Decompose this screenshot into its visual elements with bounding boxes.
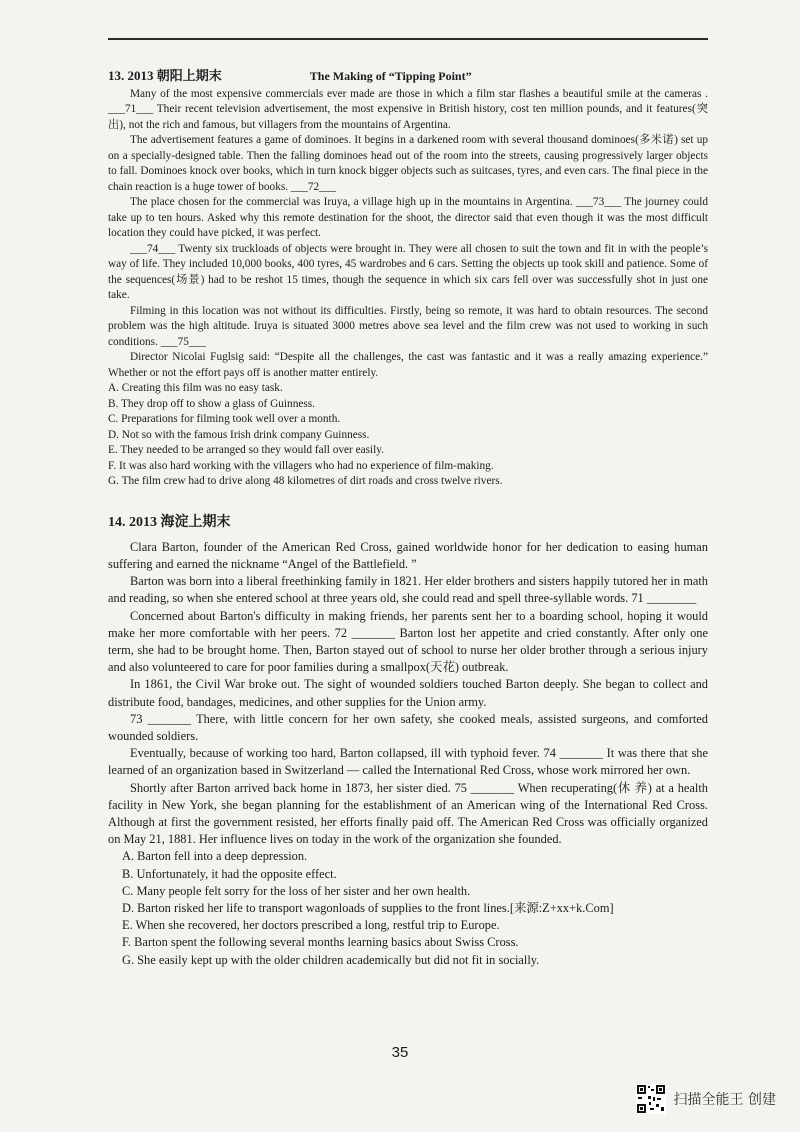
q14-paragraph: Eventually, because of working too hard, Barton collapsed, ill with typhoid fever. 74 _______ It was there that she learned of an organization based in Switzerland — called the International Red Cross, whose work mirrored her own. bbox=[108, 746, 708, 778]
q13-paragraph: Many of the most expensive commercials ever made are those in which a film star flashes a beautiful smile at the cameras . ___71___ Their recent television advertisement, the most expensive in British history, cost ten million pounds, and it features(突出), not the rich and famous, but villagers from the mountains of Argentina. bbox=[108, 87, 708, 131]
q13-paragraph: Filming in this location was not without its difficulties. Firstly, being so remote, it was hard to obtain resources. The second problem was the high altitude. Iruya is situated 3000 metres above sea level and the film crew was not used to working in such conditions. ___75___ bbox=[108, 304, 708, 348]
q14-paragraph: Shortly after Barton arrived back home in 1873, her sister died. 75 _______ When recuperating(休 养) at a health facility in New York, she began planning for the establishment of an American wing of the International Red Cross. Although at first the government resisted, her efforts finally paid off. The American Red Cross was officially organized on May 21, 1881. Her influence lives on today in the work of the organization she founded. bbox=[108, 780, 708, 847]
q13-paragraph: ___74___ Twenty six truckloads of objects were brought in. They were all chosen to suit the town and fit in with the people’s way of life. They included 10,000 books, 400 tyres, 45 wardrobes and 6 cars. Setting the objects up took skill and patience. Some of the sequences(场景) had to be reshot 15 times, though the sequence in which six cars fell over was successfully shot in just one take. bbox=[108, 242, 708, 301]
q14-paragraph: Concerned about Barton's difficulty in making friends, her parents sent her to a boarding school, hoping it would make her more comfortable with her peers. 72 _______ Barton lost her appetite and cried constantly. After only one term, she had to be brought home. Then, Barton stayed out of school to nurse her older brother through a serious injury and also volunteered to care for poor families during a smallpox(天花) outbreak. bbox=[108, 608, 708, 675]
scanner-brand-text: 扫描全能王 创建 bbox=[673, 1092, 776, 1108]
q13-paragraph: The advertisement features a game of dominoes. It begins in a darkened room with several thousand dominoes(多米诺) set up on a specially-designed table. Then the falling dominoes head out of the room into the streets, causing progressively larger objects to fall. Dominoes knock over books, which in turn knock bigger objects such as suitcases, tyres, and even cars. The final piece in the chain reaction is a huge tower of books. ___72___ bbox=[108, 134, 708, 193]
q14-option-b: B. Unfortunately, it had the opposite effect. bbox=[122, 866, 337, 881]
q13-option-g: G. The film crew had to drive along 48 kilometres of dirt roads and cross twelve rivers. bbox=[108, 475, 503, 487]
question-13 bbox=[108, 68, 708, 490]
q14-option-e: E. When she recovered, her doctors prescribed a long, restful trip to Europe. bbox=[122, 918, 500, 933]
q13-option-a: A. Creating this film was no easy task. bbox=[108, 382, 283, 394]
q13-options bbox=[108, 381, 708, 490]
q13-paragraph: Director Nicolai Fuglsig said: “Despite all the challenges, the cast was fantastic and it was a really amazing experience.” Whether or not the effort pays off is another matter entirely. bbox=[108, 351, 708, 379]
q14-option-g: G. She easily kept up with the older children academically but did not fit in socially. bbox=[122, 952, 540, 967]
q13-heading bbox=[108, 68, 708, 85]
q14-option-d: D. Barton risked her life to transport wagonloads of supplies to the front lines.[来源:Z+xx+k.Com] bbox=[122, 900, 614, 915]
q14-paragraph: Clara Barton, founder of the American Red Cross, gained worldwide honor for her dedication to easing human suffering and earned the nickname “Angel of the Battlefield. ” bbox=[108, 539, 708, 571]
q13-heading-title: The Making of “Tipping Point” bbox=[309, 69, 472, 83]
q13-option-d: D. Not so with the famous Irish drink company Guinness. bbox=[108, 428, 370, 441]
q14-paragraph: 73 _______ There, with little concern for her own safety, she cooked meals, assisted surgeons, and comforted wounded soldiers. bbox=[108, 711, 708, 743]
q13-paragraph: The place chosen for the commercial was Iruya, a village high up in the mountains in Argentina. ___73___ The journey could take up to ten hours. Asked why this remote destination for the shoot, the director said that even though it was the most difficult location they could have picked, it was perfect. bbox=[108, 196, 708, 239]
header-rule bbox=[108, 38, 708, 40]
q14-heading: 14. 2013 海淀上期末 bbox=[108, 514, 231, 530]
q14-option-a: A. Barton fell into a deep depression. bbox=[122, 849, 308, 864]
q14-paragraph: In 1861, the Civil War broke out. The sight of wounded soldiers touched Barton deeply. She began to collect and distribute food, bandages, medicines, and other supplies for the Union army. bbox=[108, 677, 708, 709]
page-content bbox=[108, 68, 708, 969]
q14-paragraph: Barton was born into a liberal freethinking family in 1821. Her elder brothers and sisters happily tutored her in math and reading, so when she entered school at three years old, she could read and spell three-syllable words. 71 ________ bbox=[108, 574, 708, 606]
q13-option-f: F. It was also hard working with the villagers who had no experience of film-making. bbox=[108, 459, 494, 472]
q13-option-e: E. They needed to be arranged so they would fall over easily. bbox=[108, 444, 385, 456]
q13-heading-number: 13. 2013 朝阳上期末 bbox=[108, 68, 222, 83]
qr-code-icon bbox=[636, 1084, 666, 1114]
q14-option-c: C. Many people felt sorry for the loss of her sister and her own health. bbox=[122, 883, 471, 898]
q13-option-b: B. They drop off to show a glass of Guinness. bbox=[108, 397, 315, 410]
scanner-watermark bbox=[636, 1084, 776, 1114]
question-14 bbox=[108, 514, 708, 969]
page-number: 35 bbox=[391, 1044, 409, 1061]
q13-option-c: C. Preparations for filming took well over a month. bbox=[108, 413, 341, 425]
q14-option-f: F. Barton spent the following several months learning basics about Swiss Cross. bbox=[122, 935, 519, 950]
q14-options bbox=[108, 848, 708, 968]
